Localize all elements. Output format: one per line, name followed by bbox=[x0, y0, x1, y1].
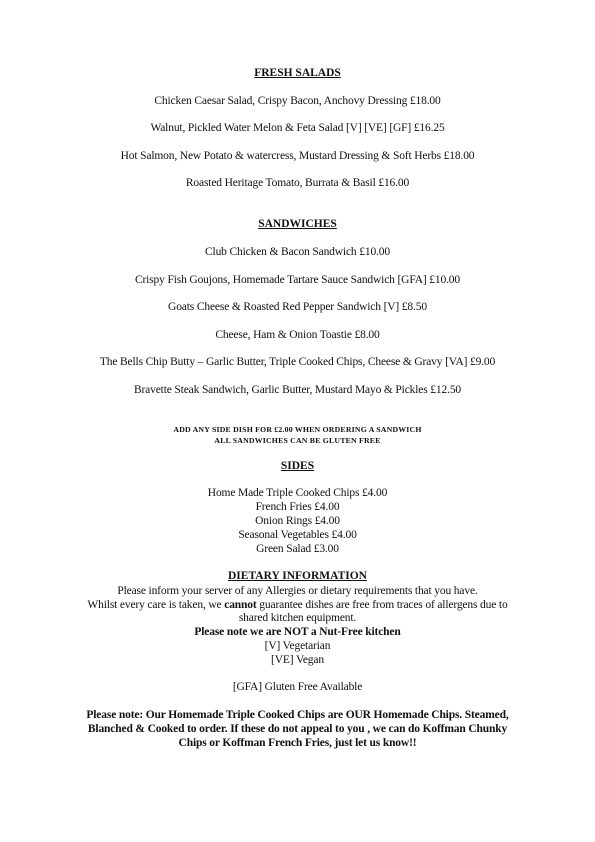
key-gluten-free-available: [GFA] Gluten Free Available bbox=[232, 681, 363, 693]
nut-free-note: Please note we are NOT a Nut-Free kitchen bbox=[194, 626, 401, 638]
salad-item: Walnut, Pickled Water Melon & Feta Salad [V] [VE] [GF] £16.25 bbox=[150, 122, 445, 134]
dietary-allergy-line: Please inform your server of any Allergies or dietary requirements that you have. bbox=[117, 585, 478, 597]
sandwich-item: Goats Cheese & Roasted Red Pepper Sandwich [V] £8.50 bbox=[168, 301, 427, 313]
dietary-traces-after: guarantee dishes are free from traces of allergens due to bbox=[256, 599, 508, 611]
key-vegetarian: [V] Vegetarian bbox=[264, 640, 331, 652]
sandwich-item: Cheese, Ham & Onion Toastie £8.00 bbox=[215, 329, 380, 341]
side-item: Home Made Triple Cooked Chips £4.00 bbox=[207, 487, 388, 499]
dietary-heading: DIETARY INFORMATION bbox=[228, 570, 367, 582]
salad-item: Hot Salmon, New Potato & watercress, Mustard Dressing & Soft Herbs £18.00 bbox=[120, 150, 475, 162]
sandwiches-heading: SANDWICHES bbox=[258, 218, 337, 230]
salad-item: Chicken Caesar Salad, Crispy Bacon, Anchovy Dressing £18.00 bbox=[154, 95, 441, 107]
chips-note-line: Please note: Our Homemade Triple Cooked Chips are OUR Homemade Chips. Steamed, bbox=[86, 709, 509, 721]
side-item: Green Salad £3.00 bbox=[256, 543, 339, 555]
sides-heading: SIDES bbox=[280, 460, 315, 472]
chips-note-line: Chips or Koffman French Fries, just let us know!! bbox=[178, 737, 417, 749]
dietary-cannot: cannot bbox=[224, 599, 257, 611]
sandwich-side-note: ADD ANY SIDE DISH FOR £2.00 WHEN ORDERING A SANDWICH bbox=[173, 425, 422, 434]
side-item: Seasonal Vegetables £4.00 bbox=[238, 529, 357, 541]
chips-note-line: Blanched & Cooked to order. If these do not appeal to you , we can do Koffman Chunky bbox=[87, 723, 508, 735]
salad-item: Roasted Heritage Tomato, Burrata & Basil £16.00 bbox=[185, 177, 410, 189]
sandwich-item: The Bells Chip Butty – Garlic Butter, Triple Cooked Chips, Cheese & Gravy [VA] £9.00 bbox=[99, 356, 496, 368]
salads-heading: FRESH SALADS bbox=[254, 67, 341, 79]
dietary-equipment-line: shared kitchen equipment. bbox=[238, 612, 357, 624]
sandwich-item: Bravette Steak Sandwich, Garlic Butter, Mustard Mayo & Pickles £12.50 bbox=[133, 384, 462, 396]
sandwich-gluten-note: ALL SANDWICHES CAN BE GLUTEN FREE bbox=[214, 436, 381, 445]
dietary-traces-line bbox=[0, 600, 595, 612]
side-item: Onion Rings £4.00 bbox=[255, 515, 340, 527]
sandwich-item: Club Chicken & Bacon Sandwich £10.00 bbox=[205, 246, 390, 258]
side-item: French Fries £4.00 bbox=[255, 501, 340, 513]
key-vegan: [VE] Vegan bbox=[271, 654, 324, 666]
dietary-traces-before: Whilst every care is taken, we bbox=[87, 599, 225, 611]
sandwich-item: Crispy Fish Goujons, Homemade Tartare Sauce Sandwich [GFA] £10.00 bbox=[134, 274, 461, 286]
